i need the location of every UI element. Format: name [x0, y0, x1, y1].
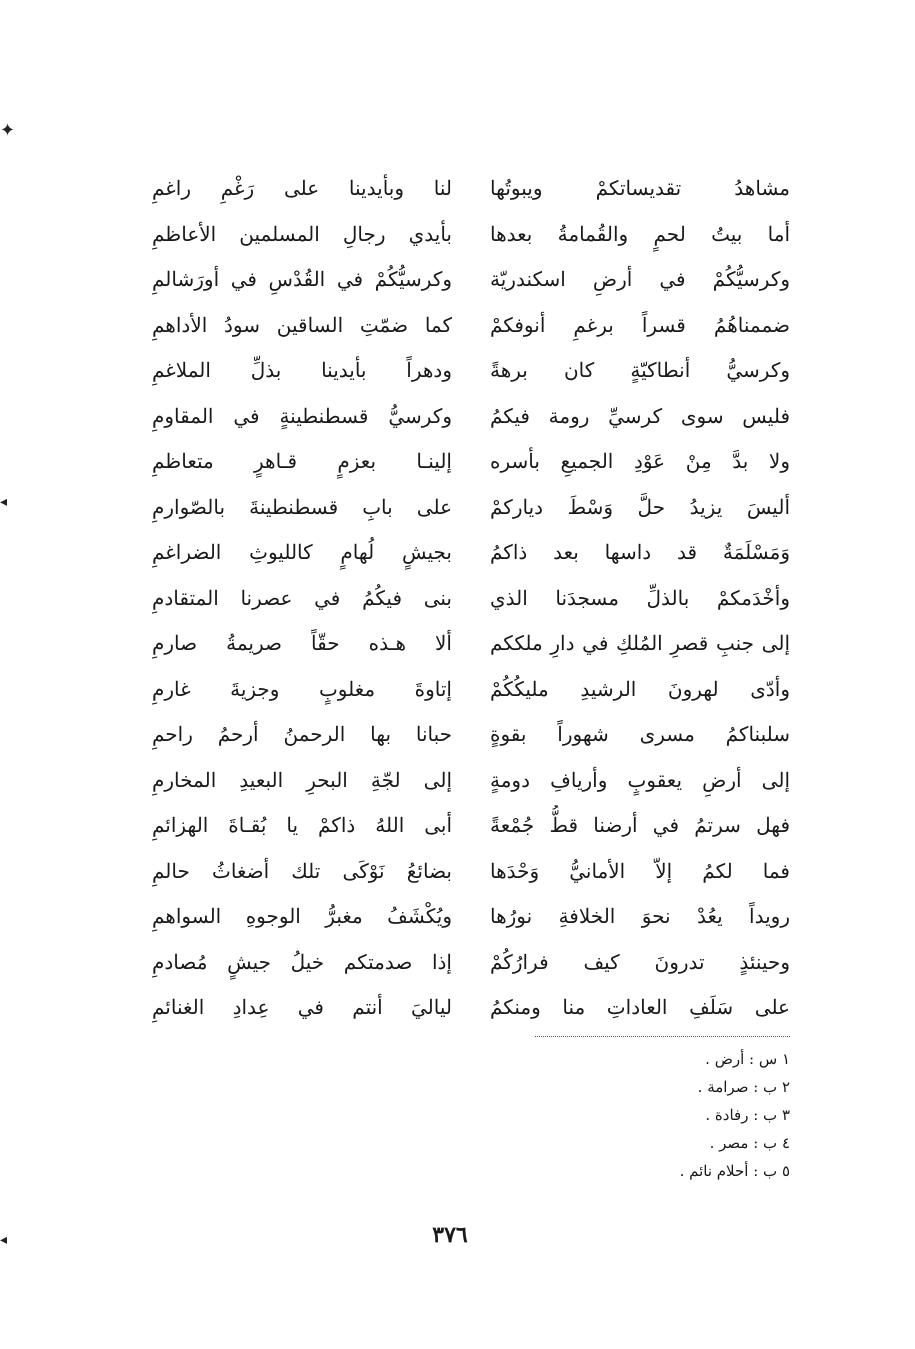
verse-row — [140, 851, 790, 891]
footnote: ٤ ب : مصر . — [709, 1134, 790, 1152]
verse-row — [140, 487, 790, 527]
verse-second-hemistich: ويُكْشَفُ مغبرُّ الوجوهِ السواهمِ — [152, 904, 452, 928]
verse-second-hemistich: إلى لجّةِ البحرِ البعيدِ المخارمِ — [152, 767, 452, 792]
verse-row — [140, 896, 790, 936]
verse-first-hemistich: على سَلَفِ العاداتِ منا ومنكمُ — [490, 995, 790, 1019]
verse-row — [140, 259, 790, 299]
verse-first-hemistich: مشاهدُ تقديساتكمْ ويبوتُها — [490, 176, 790, 200]
footnote: ١ س : أرض . — [705, 1050, 790, 1068]
verse-first-hemistich: إلى جنبِ قصرِ المُلكِ في دارِ ملككم — [490, 631, 790, 655]
verse-second-hemistich: بأيدي رجالِ المسلمين الأعاظمِ — [152, 221, 452, 246]
footnote: ٣ ب : رفادة . — [705, 1106, 790, 1124]
verse-second-hemistich: وكرسيُّ قسطنطينةٍ في المقاومِ — [152, 403, 452, 428]
verse-first-hemistich: إلى أرضِ يعقوبٍ وأريافِ دومةٍ — [490, 767, 790, 792]
verse-first-hemistich: وأخْدَمكمْ بالذلِّ مسجدَنا الذي — [490, 585, 790, 610]
verse-second-hemistich: ودهراً بأيدينا بذلِّ الملاغمِ — [152, 358, 452, 382]
verse-second-hemistich: بضائعُ نَوْكَى تلك أضغاثُ حالمِ — [152, 858, 452, 883]
verse-row — [140, 623, 790, 663]
verse-row — [140, 578, 790, 618]
verse-first-hemistich: ولا بدَّ مِنْ عَوْدِ الجميعِ بأسره — [490, 449, 790, 473]
verse-first-hemistich: أما بيتُ لحمٍ والقُمامةُ بعدها — [490, 221, 790, 246]
verse-row — [140, 805, 790, 845]
verse-row — [140, 669, 790, 709]
verse-second-hemistich: بنى فيكُمُ في عصرنا المتقادمِ — [152, 585, 452, 610]
verse-first-hemistich: وكرسيُّكُمْ في أرضِ اسكندريّة — [490, 267, 790, 291]
verse-row — [140, 396, 790, 436]
verse-row — [140, 532, 790, 572]
verse-first-hemistich: فهل سرتمُ في أرضنا قطُّ جُمْعةً — [490, 813, 790, 837]
verse-second-hemistich: كما ضمّتِ الساقين سودُ الأداهمِ — [152, 312, 452, 337]
verse-first-hemistich: وأدّى لهرونَ الرشيدِ مليكُكُمْ — [490, 676, 790, 701]
verse-first-hemistich: وكرسيُّ أنطاكيّةٍ كان برهةً — [490, 358, 790, 382]
verse-first-hemistich: فليس سوى كرسيِّ رومة فيكمُ — [490, 403, 790, 428]
verse-second-hemistich: لنا وبأيدينا على رَغْمِ راغمِ — [152, 176, 452, 200]
verse-first-hemistich: وَمَسْلَمَةٌ قد داسها بعد ذاكمُ — [490, 540, 790, 564]
footnote-divider — [535, 1036, 790, 1037]
verse-row — [140, 214, 790, 254]
verse-second-hemistich: بجيشٍ لُهامٍ كالليوثِ الضراغمِ — [152, 540, 452, 564]
margin-arrow-mark: ◂ — [0, 1232, 8, 1248]
verse-row — [140, 168, 790, 208]
verse-first-hemistich: أليسَ يزيدُ حلَّ وَسْطَ دياركمْ — [490, 494, 790, 519]
margin-star-mark: ✦ — [0, 120, 16, 141]
verse-row — [140, 942, 790, 982]
verse-row — [140, 305, 790, 345]
verse-row — [140, 350, 790, 390]
verse-second-hemistich: إذا صدمتكم خيلُ جيشٍ مُصادمِ — [152, 949, 452, 974]
verse-second-hemistich: ألا هـذه حقّاً صريمةُ صارمِ — [152, 631, 452, 655]
page-number: ٣٧٦ — [432, 1222, 468, 1248]
verse-first-hemistich: فما لكمُ إلاّ الأمانيُّ وَحْدَها — [490, 858, 790, 883]
verse-first-hemistich: سلبناكمُ مسرى شهوراً بقوةٍ — [490, 722, 790, 746]
verse-second-hemistich: أبى اللهُ ذاكمْ يا بُقـاةَ الهزائمِ — [152, 813, 452, 837]
verse-second-hemistich: إتاوةَ مغلوبٍ وجزيةَ غارمِ — [152, 676, 452, 701]
verse-second-hemistich: وكرسيُّكُمْ في القُدْسِ في أورَشالمِ — [152, 267, 452, 291]
verse-second-hemistich: حبانا بها الرحمنُ أرحمُ راحمِ — [152, 722, 452, 746]
footnote: ٢ ب : صرامة . — [697, 1078, 790, 1096]
verse-second-hemistich: لياليَ أنتم في عِدادِ الغنائمِ — [152, 995, 452, 1019]
verse-row — [140, 714, 790, 754]
verse-row — [140, 760, 790, 800]
footnote: ٥ ب : أحلام نائم . — [679, 1162, 790, 1180]
verse-first-hemistich: ضممناهُمُ قسراً برغمِ أنوفكمْ — [490, 312, 790, 337]
verse-first-hemistich: وحينئذٍ تدرونَ كيف فرارُكُمْ — [490, 949, 790, 974]
poem — [140, 168, 790, 1028]
margin-arrow-mark: ◂ — [0, 494, 8, 510]
verse-row — [140, 987, 790, 1027]
verse-row — [140, 441, 790, 481]
verse-second-hemistich: إلينـا بعزمٍ قـاهرٍ متعاظمِ — [152, 449, 452, 473]
verse-second-hemistich: على بابِ قسطنطينةَ بالصّوارمِ — [152, 494, 452, 519]
footnotes — [520, 1045, 790, 1185]
verse-first-hemistich: رويداً يعُدْ نحوَ الخلافةِ نورُها — [490, 904, 790, 928]
